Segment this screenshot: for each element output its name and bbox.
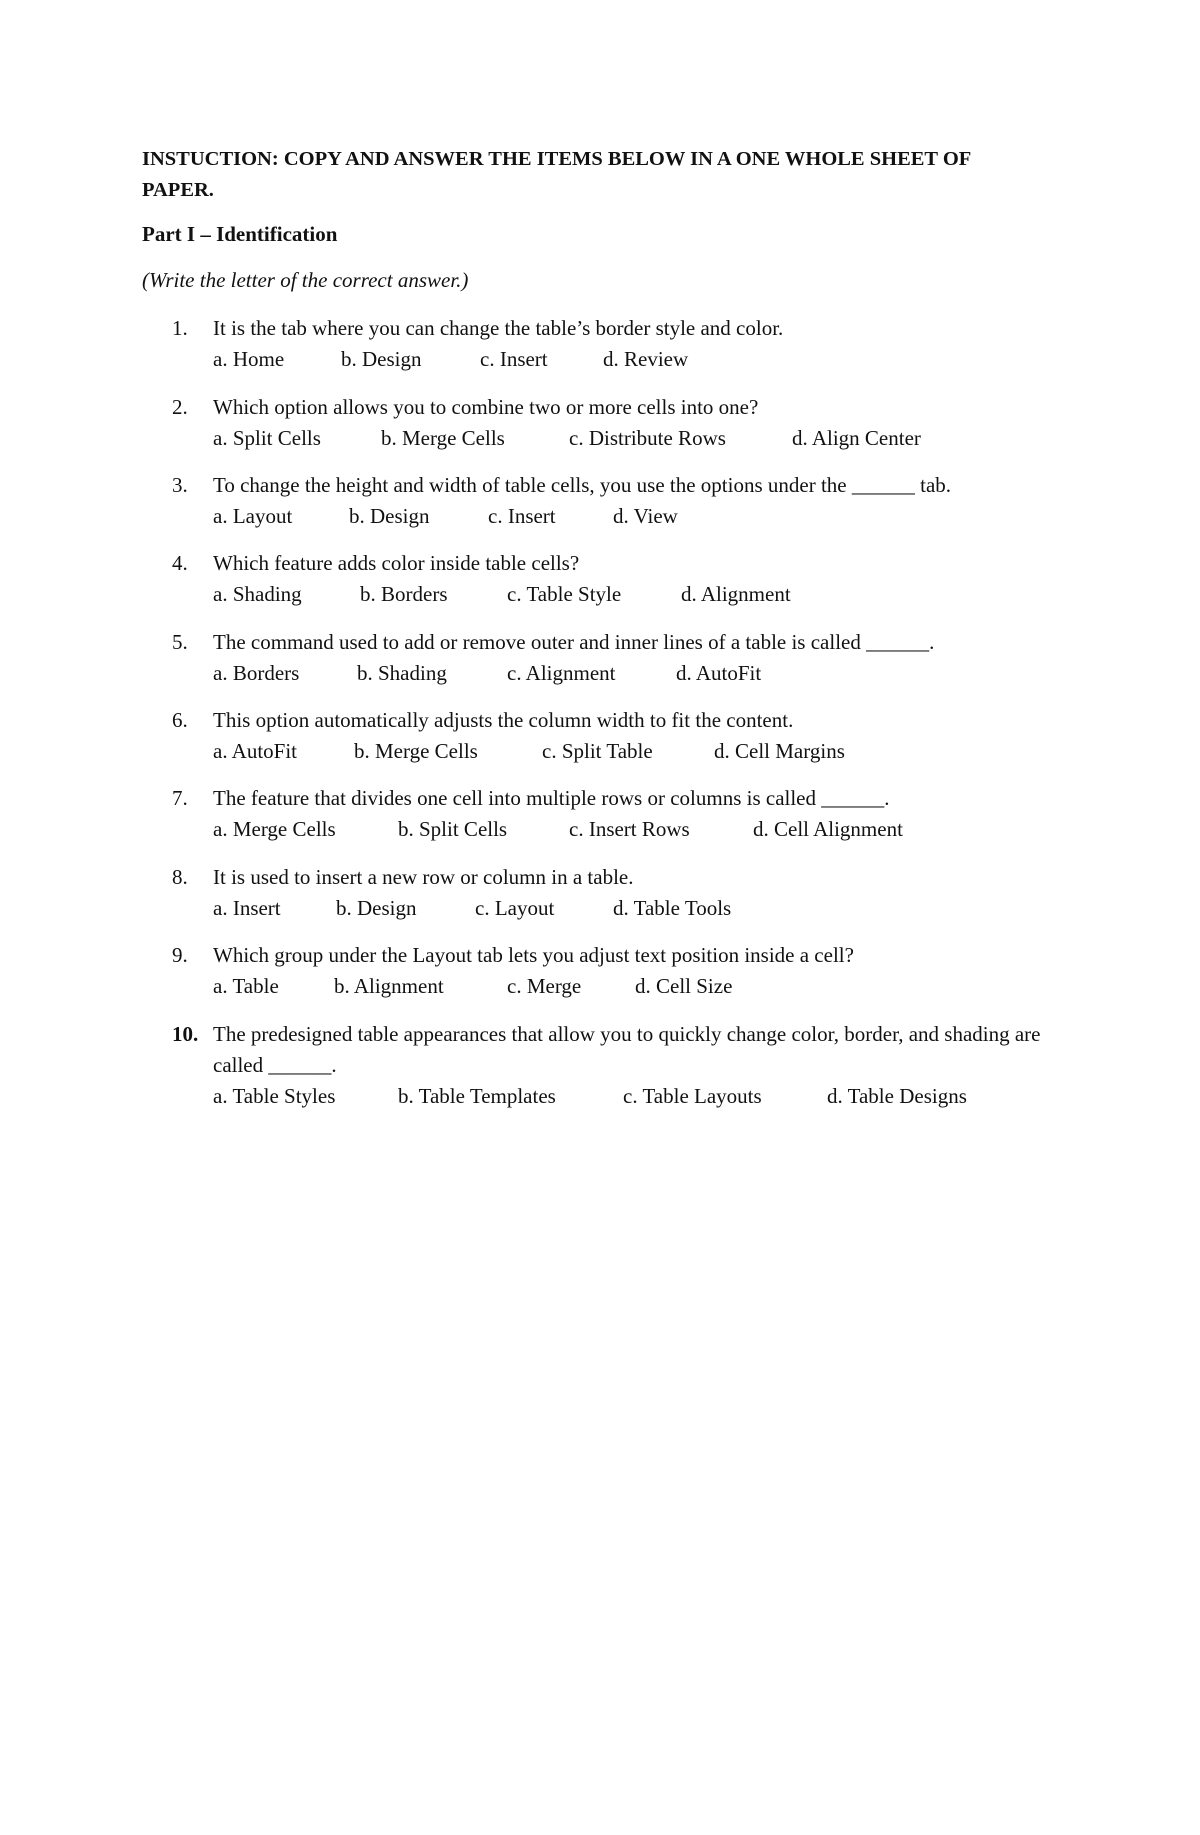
choice-row — [213, 1081, 1072, 1112]
question-number: 3. — [172, 473, 188, 497]
choice-a: a. Table — [213, 974, 279, 998]
choice-a: a. Split Cells — [213, 426, 321, 450]
choice-a: a. Insert — [213, 896, 281, 920]
question-text: The command used to add or remove outer and inner lines of a table is called ______. — [213, 630, 935, 654]
choice-b: b. Design — [349, 504, 430, 528]
question-text: Which option allows you to combine two or more cells into one? — [213, 395, 759, 419]
question-text: The feature that divides one cell into multiple rows or columns is called ______. — [213, 786, 890, 810]
question-number: 9. — [172, 943, 188, 967]
question-number: 1. — [172, 316, 188, 340]
choice-row — [213, 814, 1072, 845]
choice-c: c. Insert — [488, 504, 556, 528]
choice-a: a. Layout — [213, 504, 293, 528]
question-9 — [172, 940, 1072, 1002]
choice-b: b. Split Cells — [398, 817, 508, 841]
choice-c: c. Layout — [475, 896, 555, 920]
choice-c: c. Insert Rows — [569, 817, 690, 841]
directions-text: (Write the letter of the correct answer.) — [142, 268, 469, 292]
question-text: To change the height and width of table cells, you use the options under the ______ tab. — [213, 473, 952, 497]
question-number: 7. — [172, 786, 188, 810]
choice-d: d. Alignment — [681, 582, 791, 606]
choice-d: d. Cell Size — [635, 974, 733, 998]
question-10 — [172, 1019, 1072, 1112]
choice-b: b. Borders — [360, 582, 448, 606]
choice-row — [213, 501, 1072, 532]
choice-d: d. Cell Margins — [714, 739, 845, 763]
question-7 — [172, 783, 1072, 845]
part-title: Part I – Identification — [142, 222, 338, 246]
question-number: 8. — [172, 865, 188, 889]
choice-a: a. Merge Cells — [213, 817, 336, 841]
choice-d: d. Table Tools — [613, 896, 732, 920]
choice-row — [213, 971, 1072, 1002]
choice-a: a. Home — [213, 347, 285, 371]
choice-b: b. Shading — [357, 661, 447, 685]
choice-a: a. AutoFit — [213, 739, 298, 763]
question-text: Which group under the Layout tab lets you adjust text position inside a cell? — [213, 943, 854, 967]
choice-c: c. Distribute Rows — [569, 426, 726, 450]
choice-row — [213, 893, 1072, 924]
choice-row — [213, 579, 1072, 610]
question-text: Which feature adds color inside table cells? — [213, 551, 580, 575]
choice-d: d. View — [613, 504, 678, 528]
choice-row — [213, 658, 1072, 689]
choice-b: b. Merge Cells — [381, 426, 505, 450]
choice-b: b. Table Templates — [398, 1084, 556, 1108]
question-number: 4. — [172, 551, 188, 575]
choice-c: c. Table Layouts — [623, 1084, 762, 1108]
choice-d: d. Cell Alignment — [753, 817, 903, 841]
choice-row — [213, 344, 1072, 375]
choice-d: d. AutoFit — [676, 661, 762, 685]
choice-c: c. Alignment — [507, 661, 616, 685]
question-5 — [172, 627, 1072, 689]
question-number: 2. — [172, 395, 188, 419]
choice-b: b. Design — [336, 896, 417, 920]
choice-b: b. Merge Cells — [354, 739, 478, 763]
choice-b: b. Design — [341, 347, 422, 371]
choice-row — [213, 423, 1072, 454]
choice-c: c. Split Table — [542, 739, 653, 763]
choice-c: c. Table Style — [507, 582, 622, 606]
choice-c: c. Merge — [507, 974, 582, 998]
question-6 — [172, 705, 1072, 767]
question-number: 5. — [172, 630, 188, 654]
question-text: The predesigned table appearances that allow you to quickly change color, border, and shading are called ______. — [213, 1022, 1041, 1077]
question-3 — [172, 470, 1072, 532]
question-number: 10. — [172, 1022, 199, 1046]
question-2 — [172, 392, 1072, 454]
question-4 — [172, 548, 1072, 610]
choice-d: d. Review — [603, 347, 689, 371]
choice-b: b. Alignment — [334, 974, 444, 998]
choice-a: a. Table Styles — [213, 1084, 336, 1108]
choice-a: a. Shading — [213, 582, 302, 606]
choice-a: a. Borders — [213, 661, 300, 685]
choice-c: c. Insert — [480, 347, 548, 371]
question-text: It is the tab where you can change the table’s border style and color. — [213, 316, 784, 340]
question-text: This option automatically adjusts the column width to fit the content. — [213, 708, 794, 732]
question-1 — [172, 313, 1072, 375]
choice-row — [213, 736, 1072, 767]
question-8 — [172, 862, 1072, 924]
question-text: It is used to insert a new row or column in a table. — [213, 865, 634, 889]
choice-d: d. Align Center — [792, 426, 921, 450]
question-number: 6. — [172, 708, 188, 732]
choice-d: d. Table Designs — [827, 1084, 967, 1108]
instruction-heading: INSTUCTION: COPY AND ANSWER THE ITEMS BELOW IN A ONE WHOLE SHEET OF PAPER. — [142, 148, 971, 201]
